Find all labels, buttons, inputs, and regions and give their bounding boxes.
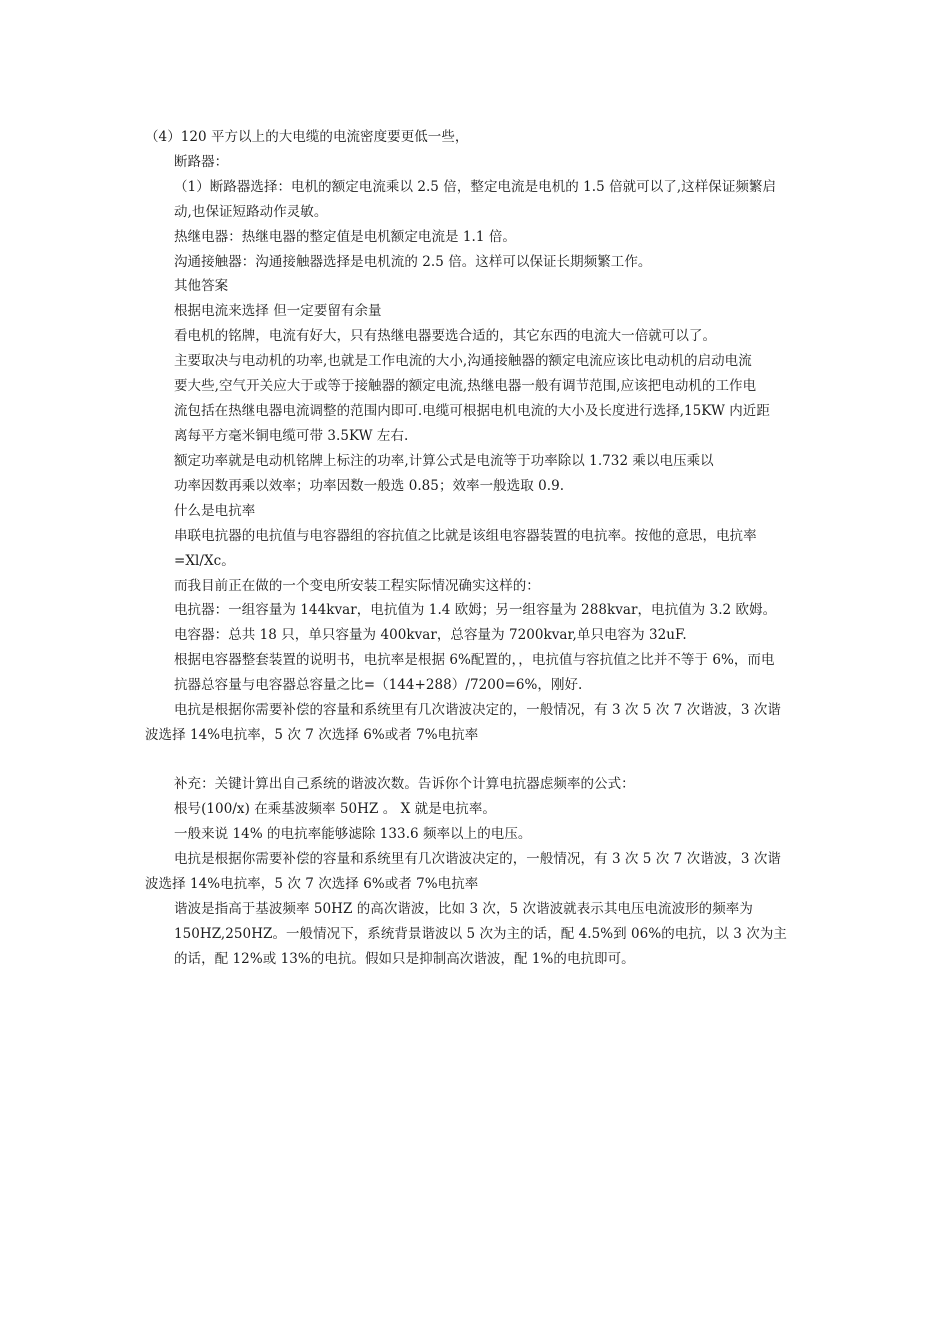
text-line: 串联电抗器的电抗值与电容器组的容抗值之比就是该组电容器装置的电抗率。按他的意思，电抗率 bbox=[174, 528, 757, 544]
text-line: 电容器：总共 18 只，单只容量为 400kvar，总容量为 7200kvar,单只电容为 32uF. bbox=[174, 627, 687, 643]
text-line: 电抗是根据你需要补偿的容量和系统里有几次谐波决定的，一般情况，有 3 次 5 次 7 次谐波，3 次谐 bbox=[174, 851, 781, 867]
text-line: 热继电器：热继电器的整定值是电机额定电流是 1.1 倍。 bbox=[174, 229, 516, 245]
text-line: 150HZ,250HZ。一般情况下，系统背景谐波以 5 次为主的话，配 4.5%到 06%的电抗，以 3 次为主 bbox=[174, 926, 787, 942]
text-line: （1）断路器选择：电机的额定电流乘以 2.5 倍，整定电流是电机的 1.5 倍就可以了,这样保证频繁启 bbox=[174, 179, 777, 195]
text-line: 波选择 14%电抗率，5 次 7 次选择 6%或者 7%电抗率 bbox=[145, 727, 479, 743]
text-line: 离每平方毫米铜电缆可带 3.5KW 左右. bbox=[174, 428, 409, 444]
text-line: 断路器： bbox=[174, 154, 229, 170]
text-line: 一般来说 14% 的电抗率能够滤除 133.6 频率以上的电压。 bbox=[174, 826, 532, 842]
text-line: 要大些,空气开关应大于或等于接触器的额定电流,热继电器一般有调节范围,应该把电动机的工作电 bbox=[174, 378, 757, 394]
text-line: 抗器总容量与电容器总容量之比=（144+288）/7200=6%，刚好. bbox=[174, 677, 583, 693]
text-line: =Xl/Xc。 bbox=[174, 553, 235, 569]
text-line: （4）120 平方以上的大电缆的电流密度要更低一些， bbox=[145, 129, 469, 145]
text-line: 的话，配 12%或 13%的电抗。假如只是抑制高次谐波，配 1%的电抗即可。 bbox=[174, 951, 635, 967]
text-line: 看电机的铭牌，电流有好大，只有热继电器要选合适的，其它东西的电流大一倍就可以了。 bbox=[174, 328, 716, 344]
text-line: 沟通接触器：沟通接触器选择是电机流的 2.5 倍。这样可以保证长期频繁工作。 bbox=[174, 254, 652, 270]
text-line: 谐波是指高于基波频率 50HZ 的高次谐波，比如 3 次，5 次谐波就表示其电压电流波形的频率为 bbox=[174, 901, 753, 917]
text-line: 根号(100/x) 在乘基波频率 50HZ 。 X 就是电抗率。 bbox=[174, 801, 496, 817]
text-line: 功率因数再乘以效率；功率因数一般选 0.85；效率一般选取 0.9. bbox=[174, 478, 565, 494]
text-line: 电抗器：一组容量为 144kvar，电抗值为 1.4 欧姆；另一组容量为 288kvar，电抗值为 3.2 欧姆。 bbox=[174, 602, 777, 618]
text-line: 而我目前正在做的一个变电所安装工程实际情况确实这样的： bbox=[174, 578, 540, 594]
text-line: 其他答案 bbox=[174, 278, 229, 294]
text-line: 额定功率就是电动机铭牌上标注的功率,计算公式是电流等于功率除以 1.732 乘以电压乘以 bbox=[174, 453, 714, 469]
text-line: 电抗是根据你需要补偿的容量和系统里有几次谐波决定的，一般情况，有 3 次 5 次 7 次谐波，3 次谐 bbox=[174, 702, 781, 718]
text-line: 根据电容器整套装置的说明书，电抗率是根据 6%配置的，，电抗值与容抗值之比并不等于 6%，而电 bbox=[174, 652, 775, 668]
text-line: 动,也保证短路动作灵敏。 bbox=[174, 204, 328, 220]
text-line: 什么是电抗率 bbox=[174, 503, 256, 519]
text-line: 根据电流来选择 但一定要留有余量 bbox=[174, 303, 382, 319]
text-line: 波选择 14%电抗率，5 次 7 次选择 6%或者 7%电抗率 bbox=[145, 876, 479, 892]
text-line: 流包括在热继电器电流调整的范围内即可.电缆可根据电机电流的大小及长度进行选择,15KW 内近距 bbox=[174, 403, 770, 419]
text-line: 补充：关键计算出自己系统的谐波次数。告诉你个计算电抗器虑频率的公式： bbox=[174, 776, 635, 792]
text-line: 主要取决与电动机的功率,也就是工作电流的大小,沟通接触器的额定电流应该比电动机的启动电流 bbox=[174, 353, 752, 369]
